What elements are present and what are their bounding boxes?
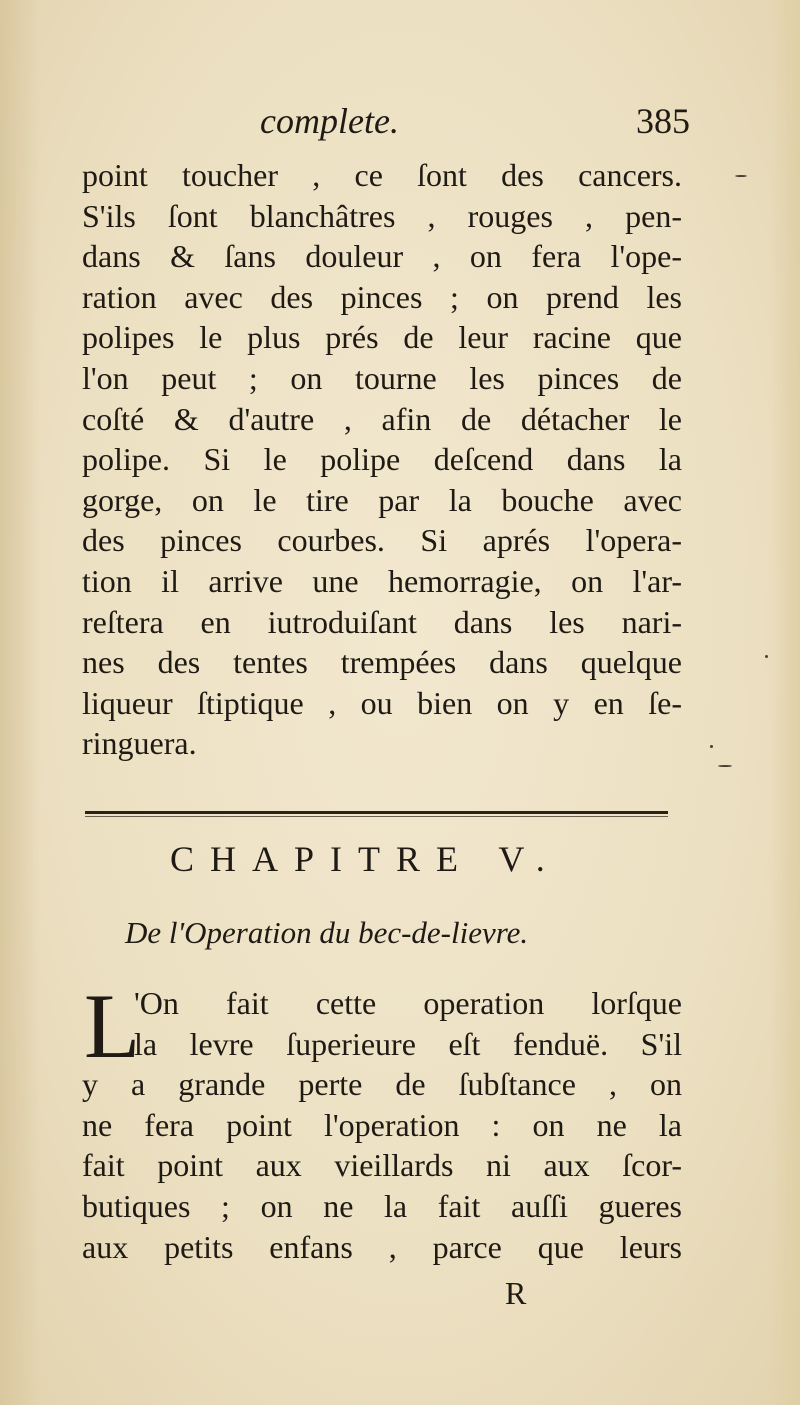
paragraph-2 (82, 983, 682, 1267)
chapter-heading: CHAPITRE V. (170, 839, 561, 879)
text-line: ration avec des pinces ; on prend les (82, 278, 682, 315)
text-line: tion il arrive une hemorragie, on l'ar- (82, 562, 682, 599)
text-line: fait point aux vieillards ni aux ſcor- (82, 1147, 682, 1184)
paragraph-1 (82, 155, 682, 764)
section-rule-thin (85, 816, 668, 817)
text-line: point toucher , ce ſont des cancers. (82, 157, 682, 193)
text-line: ringuera. (82, 725, 197, 762)
text-line: 'On fait cette operation lorſque (134, 985, 682, 1021)
text-line: polipes le plus prés de leur racine que (82, 319, 682, 356)
text-line: liqueur ſtiptique , ou bien on y en ſe- (82, 684, 682, 721)
paper-speck (718, 765, 732, 767)
text-line: l'on peut ; on tourne les pinces de (82, 359, 682, 396)
paper-speck (765, 655, 768, 658)
section-rule (85, 811, 668, 814)
text-line: butiques ; on ne la fait auſſi gueres (82, 1187, 682, 1224)
text-line: dans & ſans douleur , on fera l'ope- (82, 238, 682, 275)
text-line: la levre ſuperieure eſt fenduë. S'il (134, 1025, 682, 1062)
text-line: coſté & d'autre , afin de détacher le (82, 400, 682, 437)
text-line: nes des tentes trempées dans quelque (82, 644, 682, 681)
text-line: ne fera point l'operation : on ne la (82, 1106, 682, 1143)
text-line: gorge, on le tire par la bouche avec (82, 481, 682, 518)
signature-mark: R (505, 1275, 527, 1311)
page-gutter-shadow (0, 0, 40, 1405)
paper-speck (710, 745, 713, 748)
paper-speck (735, 175, 747, 177)
chapter-subtitle: De l'Operation du bec-de-lievre. (125, 915, 529, 950)
drop-cap: L (84, 975, 141, 1077)
running-title: complete. (260, 101, 399, 141)
page-edge-shadow (770, 0, 800, 1405)
text-line: reſtera en iutroduiſant dans les nari- (82, 603, 682, 640)
text-line: aux petits enfans , parce que leurs (82, 1228, 682, 1265)
page-number: 385 (636, 101, 690, 141)
text-line: des pinces courbes. Si aprés l'opera- (82, 522, 682, 559)
page-header (80, 100, 690, 150)
text-line: S'ils ſont blanchâtres , rouges , pen- (82, 197, 682, 234)
text-line: y a grande perte de ſubſtance , on (82, 1066, 682, 1103)
text-line: polipe. Si le polipe deſcend dans la (82, 441, 682, 478)
